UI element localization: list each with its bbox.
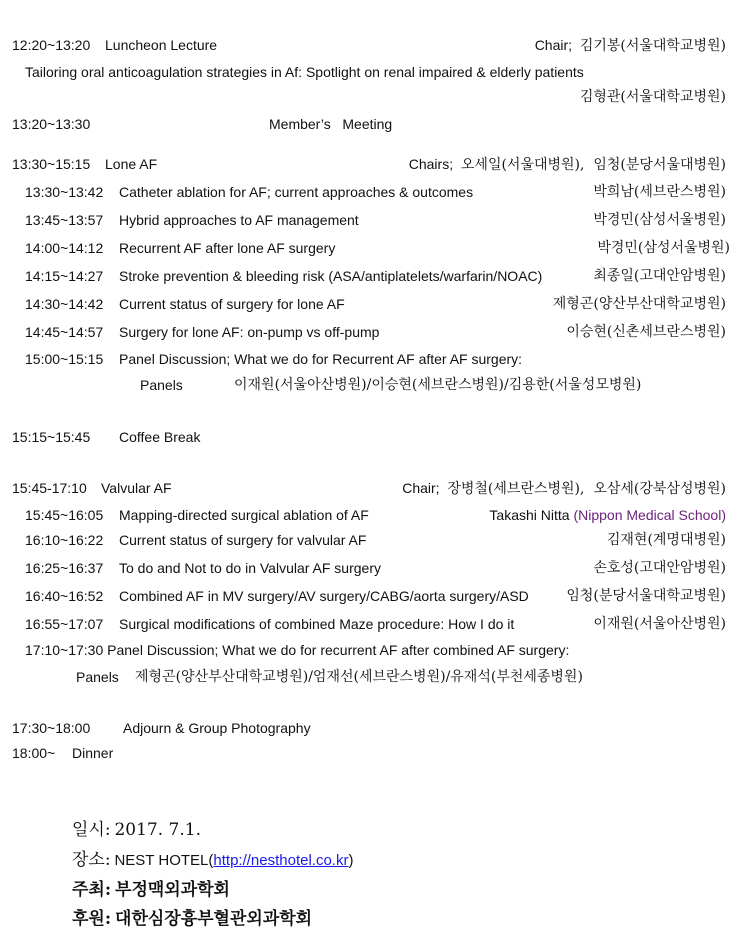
- valvular-chair: [402, 479, 726, 498]
- adjourn-title: Adjourn & Group Photography: [123, 720, 311, 736]
- chair-name: 김기봉(서울대학교병원): [579, 38, 726, 54]
- luncheon-title: Luncheon Lecture: [105, 37, 218, 53]
- talk-speaker: 손호성(고대안암병원): [593, 560, 726, 576]
- chair-label: Chair;: [534, 37, 573, 53]
- place-paren-open: (: [208, 852, 214, 869]
- talk-speaker: 김재현(계명대병원): [606, 532, 726, 548]
- lone-chair: [409, 155, 726, 174]
- valvular-time: 15:45-17:10: [12, 480, 87, 496]
- talk-title: Surgery for lone AF: on-pump vs off-pump: [119, 324, 380, 340]
- dinner-time: 18:00~: [12, 745, 56, 761]
- talk-time: 13:45~13:57: [25, 212, 104, 228]
- adjourn-time: 17:30~18:00: [12, 720, 91, 736]
- talk-speaker: 임청(분당서울대학교병원): [566, 588, 726, 604]
- footer-sponsor: [72, 908, 312, 930]
- talk-time: 15:45~16:05: [25, 507, 104, 523]
- panel-title: Panel Discussion; What we do for Recurrent AF after AF surgery:: [119, 351, 523, 367]
- chair-names: 장병철(세브란스병원), 오삼세(강북삼성병원): [447, 481, 726, 497]
- chair-label: Chair;: [402, 480, 440, 496]
- lone-title: Lone AF: [105, 156, 158, 172]
- talk-title: Surgical modifications of combined Maze procedure: How I do it: [119, 616, 515, 632]
- talk-speaker: 박경민(삼성서울병원): [593, 212, 726, 228]
- panel-time: 15:00~15:15: [25, 351, 104, 367]
- talk-title: Recurrent AF after lone AF surgery: [119, 240, 336, 256]
- talk-time: 16:25~16:37: [25, 560, 104, 576]
- coffee-title: Coffee Break: [119, 429, 201, 445]
- talk-title: Combined AF in MV surgery/AV surgery/CABG/aorta surgery/ASD: [119, 588, 529, 604]
- talk-time: 14:45~14:57: [25, 324, 104, 340]
- talk-speaker: [489, 506, 726, 524]
- talk-speaker: 최종일(고대안암병원): [593, 268, 726, 284]
- talk-time: 14:15~14:27: [25, 268, 104, 284]
- talk-title: Hybrid approaches to AF management: [119, 212, 359, 228]
- talk-title: To do and Not to do in Valvular AF surgery: [119, 560, 381, 576]
- talk-title: Current status of surgery for lone AF: [119, 296, 345, 312]
- talk-time: 14:00~14:12: [25, 240, 104, 256]
- footer-place: [72, 849, 353, 872]
- talk-speaker: 이승현(신촌세브란스병원): [566, 324, 726, 340]
- place-label: 장소:: [72, 850, 111, 870]
- speaker-name: Takashi Nitta: [489, 507, 570, 523]
- hotel-link[interactable]: http://nesthotel.co.kr: [213, 852, 349, 869]
- talk-title: Mapping-directed surgical ablation of AF: [119, 507, 369, 523]
- place-paren-close: ): [348, 852, 354, 869]
- talk-speaker: 박경민(삼성서울병원): [597, 240, 730, 256]
- talk-title: Stroke prevention & bleeding risk (ASA/antiplatelets/warfarin/NOAC): [119, 268, 543, 284]
- footer-host: [72, 879, 230, 901]
- members-title: Member’s Meeting: [269, 116, 393, 132]
- coffee-time: 15:15~15:45: [12, 429, 91, 445]
- sponsor-label: 후원:: [72, 909, 112, 929]
- luncheon-time: 12:20~13:20: [12, 37, 91, 53]
- host-label: 주최:: [72, 880, 112, 900]
- panel-line: 17:10~17:30 Panel Discussion; What we do for recurrent AF after combined AF surgery:: [25, 642, 570, 658]
- luncheon-talk: Tailoring oral anticoagulation strategies in Af: Spotlight on renal impaired & elderly patients: [25, 64, 584, 80]
- dinner-title: Dinner: [72, 745, 114, 761]
- talk-time: 16:40~16:52: [25, 588, 104, 604]
- host-value: 부정맥외과학회: [115, 880, 230, 900]
- sponsor-value: 대한심장흉부혈관외과학회: [115, 909, 313, 929]
- panels-label: Panels: [140, 377, 183, 393]
- valvular-title: Valvular AF: [101, 480, 172, 496]
- panels-names: 이재원(서울아산병원)/이승현(세브란스병원)/김용한(서울성모병원): [234, 377, 642, 393]
- panels-label: Panels: [76, 669, 119, 685]
- talk-title: Catheter ablation for AF; current approaches & outcomes: [119, 184, 474, 200]
- lone-time: 13:30~15:15: [12, 156, 91, 172]
- chair-label: Chairs;: [408, 156, 454, 172]
- chair-names: 오세일(서울대병원), 임청(분당서울대병원): [460, 157, 726, 173]
- talk-time: 13:30~13:42: [25, 184, 104, 200]
- talk-time: 14:30~14:42: [25, 296, 104, 312]
- talk-time: 16:55~17:07: [25, 616, 104, 632]
- talk-time: 16:10~16:22: [25, 532, 104, 548]
- luncheon-chair: [535, 36, 726, 55]
- speaker-affiliation: (Nippon Medical School): [573, 507, 726, 523]
- footer-date: [72, 819, 201, 841]
- date-value: 2017. 7.1.: [114, 820, 201, 840]
- luncheon-speaker: 김형관(서울대학교병원): [579, 89, 726, 105]
- members-time: 13:20~13:30: [12, 116, 91, 132]
- panels-names: 제형곤(양산부산대학교병원)/엄재선(세브란스병원)/유재석(부천세종병원): [135, 669, 583, 685]
- talk-title: Current status of surgery for valvular AF: [119, 532, 367, 548]
- place-value: NEST HOTEL: [114, 852, 209, 869]
- talk-speaker: 박희남(세브란스병원): [593, 184, 726, 200]
- talk-speaker: 이재원(서울아산병원): [593, 616, 726, 632]
- talk-speaker: 제형곤(양산부산대학교병원): [552, 296, 726, 312]
- date-label: 일시:: [72, 820, 111, 840]
